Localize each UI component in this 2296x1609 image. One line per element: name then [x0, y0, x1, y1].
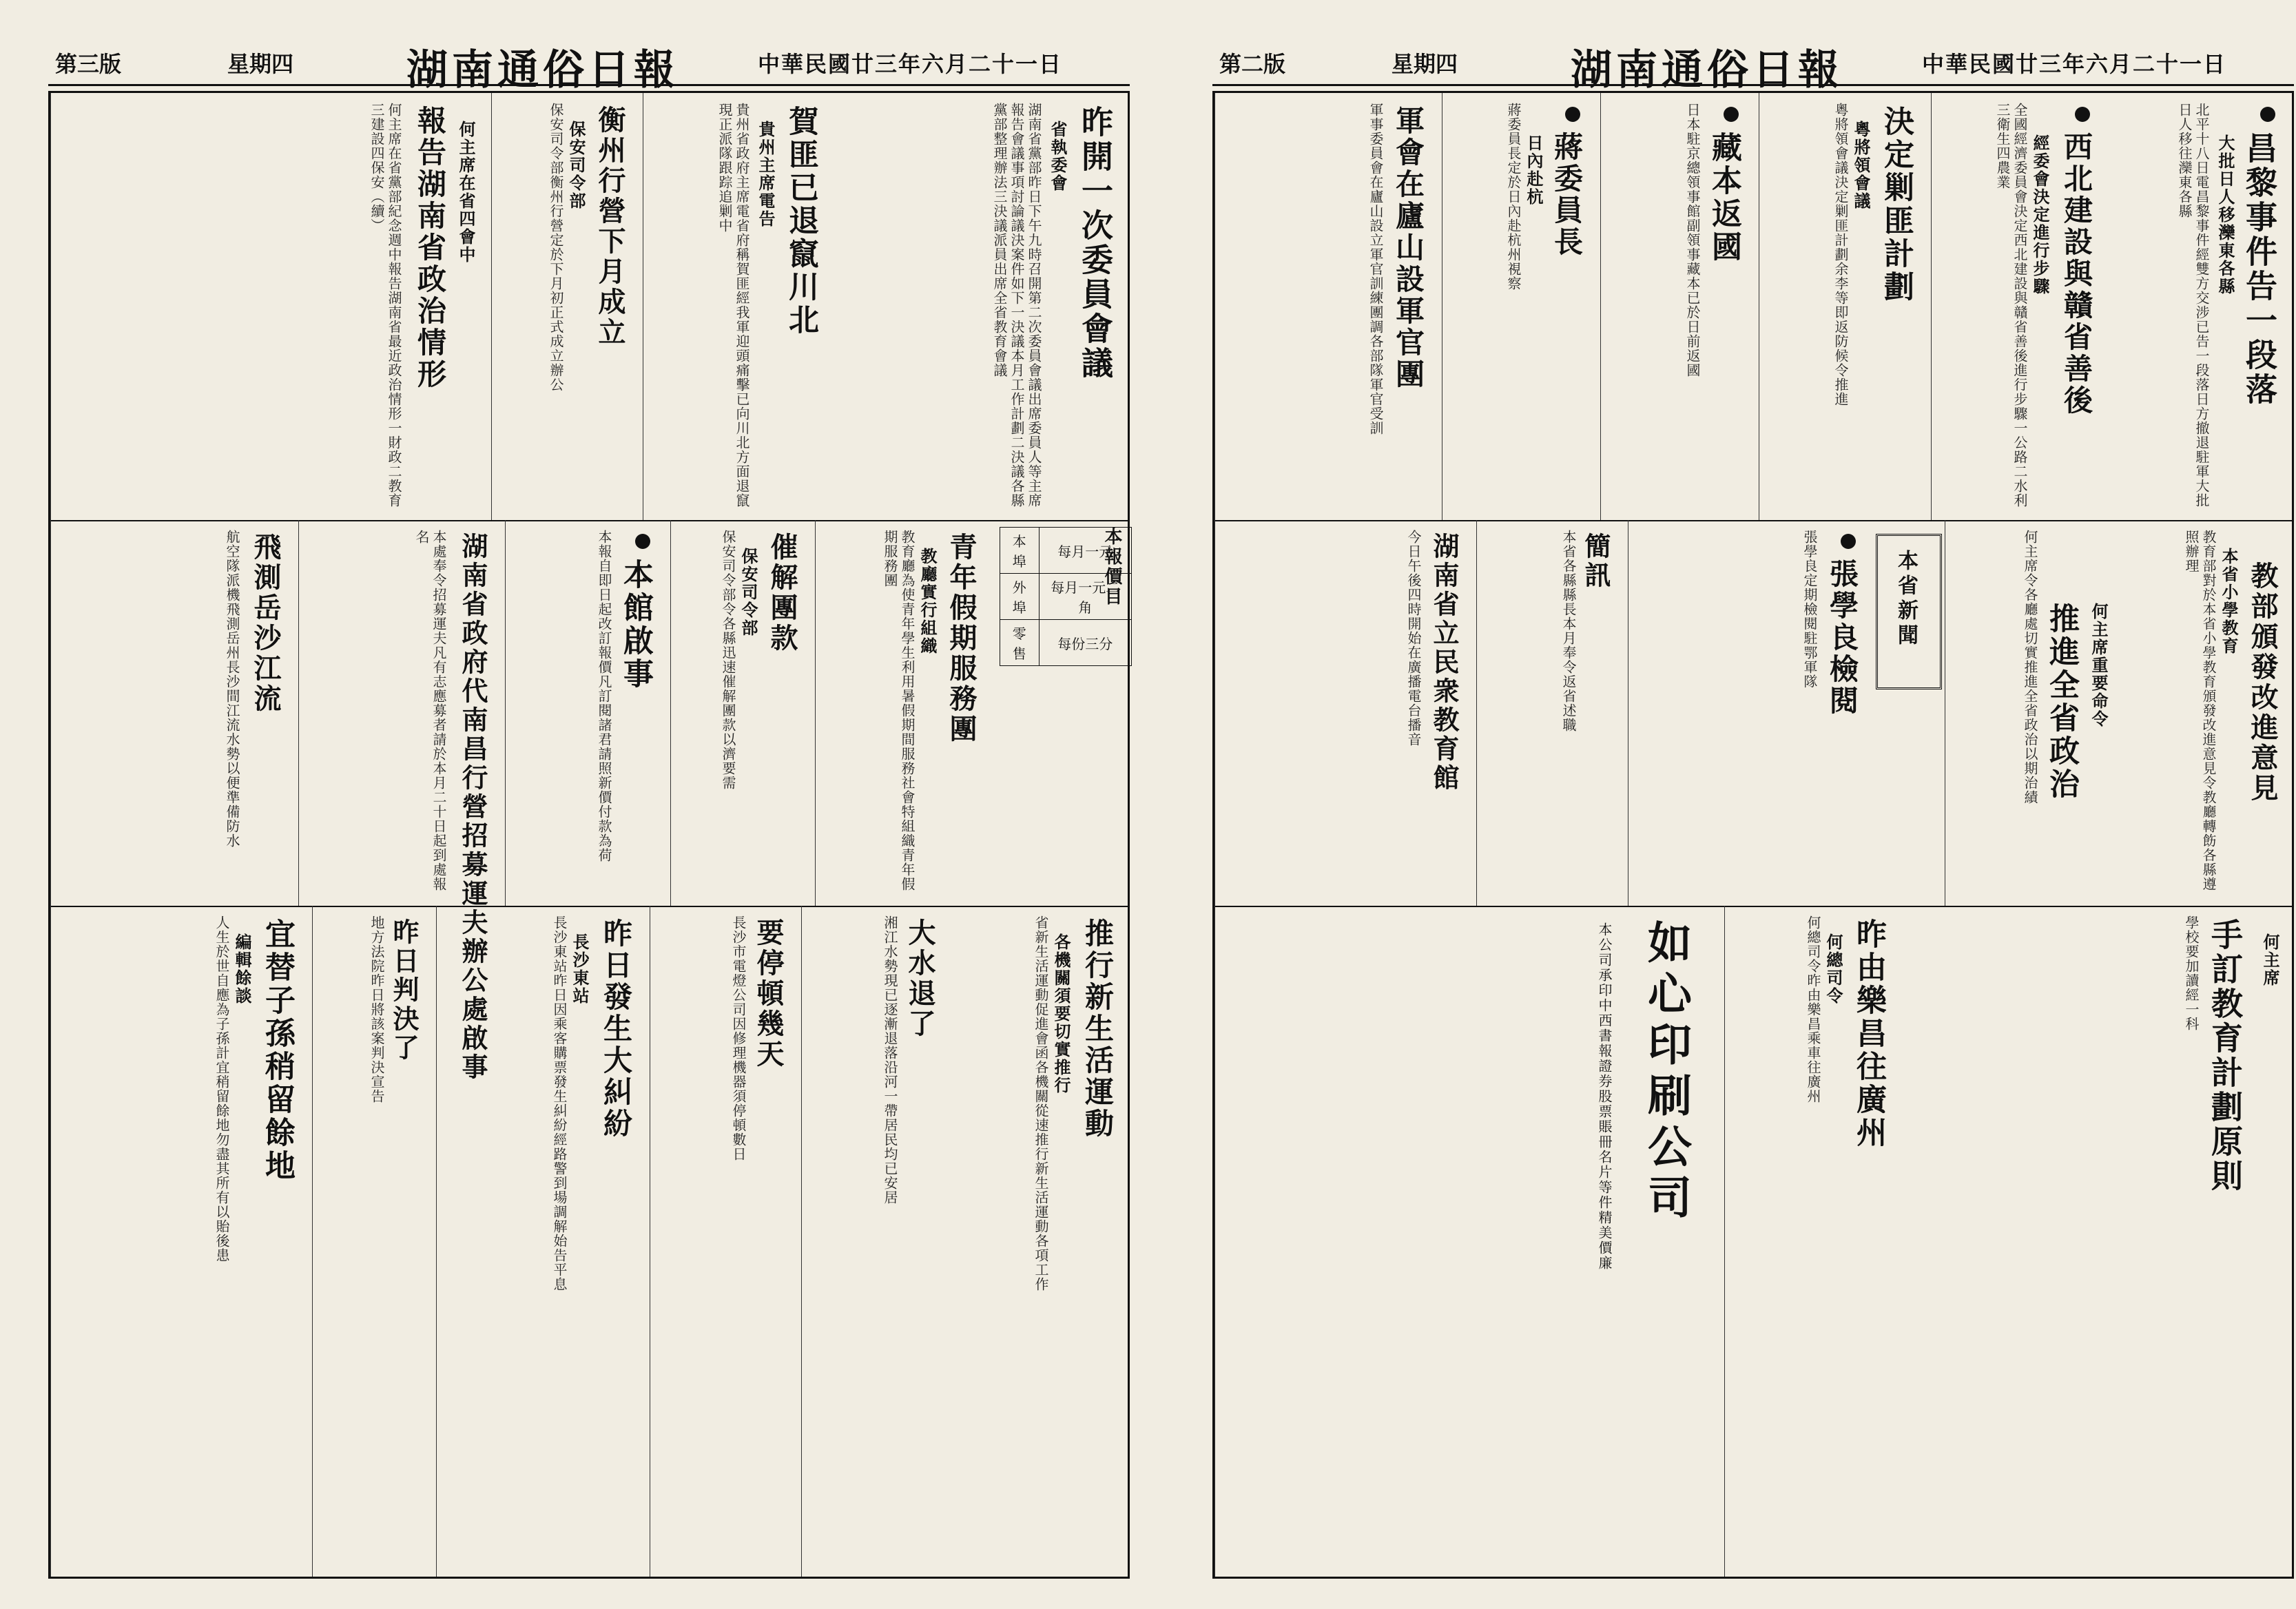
masthead	[1212, 36, 2294, 94]
article-text: 長沙東站昨日因乘客購票發生糾紛經路警到場調解始告平息	[551, 915, 568, 1291]
edition-label: 第三版	[55, 51, 122, 77]
newspaper-page-2	[1212, 36, 2294, 1579]
bottom-band	[1214, 906, 2292, 1577]
bullet-icon	[2075, 107, 2090, 122]
article-text: 地方法院昨日將該案判決宣告	[369, 915, 385, 1103]
table-row	[1000, 528, 1132, 574]
article-text: 全國經濟委員會決定西北建設與贛省善後進行步驟一公路二水利三衛生四農業	[1994, 103, 2028, 508]
article-text: 教育部對於本省小學教育頒發改進意見令教廳轉飭各縣遵照辦理	[2183, 530, 2217, 891]
article-text: 學校要加讀經一科	[2183, 915, 2200, 1031]
article-headline: 催解團款	[766, 532, 798, 654]
article-headline: 湖南省立民衆教育館	[1429, 532, 1460, 793]
article-subhead: 長沙東站	[570, 933, 590, 1005]
bullet-icon	[2260, 107, 2275, 122]
price-list	[994, 520, 1132, 906]
notice-text: 本處奉令招募運夫凡有志應募者請於本月二十日起到處報名	[413, 530, 447, 891]
article-headline: 青年假期服務團	[945, 532, 978, 745]
article-text: 蔣委員長定於日內赴杭州視察	[1505, 103, 1522, 291]
article	[815, 520, 995, 906]
issue-date: 中華民國廿三年六月二十一日	[1922, 51, 2227, 77]
article	[1903, 906, 2296, 1577]
table-cell: 零售	[1000, 620, 1040, 666]
article-subhead: 本省小學教育	[2219, 548, 2239, 655]
table-row	[1000, 574, 1132, 620]
article-subhead: 經委會決定進行步驟	[2030, 134, 2050, 295]
article-headline: 大水退了	[904, 918, 936, 1039]
ad-company-name: 如心印刷公司	[1640, 920, 1692, 1225]
table-cell: 外埠	[1000, 574, 1040, 620]
section-label: 本省新聞	[1894, 550, 1918, 649]
table-cell: 每月一元二角	[1039, 574, 1132, 620]
article-text: 省新生活運動促進會函各機關從速推行新生活運動各項工作	[1033, 915, 1049, 1291]
article-subhead: 保安司令部	[566, 121, 586, 210]
article-text: 北平十八日電昌黎事件經雙方交涉已告一段落日方撤退駐軍大批日人移往灤東各縣	[2176, 103, 2210, 508]
article-headline: 簡訊	[1580, 532, 1611, 590]
article-headline: 手訂教育計劃原則	[2206, 918, 2244, 1194]
masthead	[48, 36, 1130, 94]
article-headline: 張學良檢閱	[1826, 559, 1859, 717]
article-headline: 推進全省政治	[2044, 603, 2079, 801]
article-subhead: 何主席在省四會中	[456, 121, 476, 264]
article-headline: 教部頒發改進意見	[2246, 561, 2279, 804]
editorial-column-label: 編輯餘談	[232, 933, 252, 1005]
edition-label: 第二版	[1219, 51, 1286, 77]
editorial-text: 人生於世自應為子孫計宜稍留餘地勿盡其所有以貽後患	[214, 915, 230, 1263]
article	[1214, 520, 1477, 906]
article	[2110, 93, 2296, 520]
article-headline: 賀匪已退竄川北	[783, 105, 818, 337]
article-text: 保安司令部衡州行營定於下月初正式成立辦公	[548, 103, 564, 392]
article-text: 貴州省政府主席電省府稱賀匪經我軍迎頭痛擊已向川北方面退竄現正派隊跟踪追剿中	[716, 103, 750, 508]
table-row	[1000, 620, 1132, 666]
article-subhead: 何主席重要命令	[2089, 603, 2109, 728]
article	[953, 906, 1132, 1577]
article	[836, 93, 1132, 520]
article-text: 張學良定期檢閱駐鄂軍隊	[1801, 530, 1818, 689]
article-text: 湘江水勢現已逐漸退落沿河一帶居民均已安居	[882, 915, 898, 1205]
article-text: 何主席令各廳處切實推進全省政治以期治績	[2022, 530, 2038, 804]
article-text: 保安司令部令各縣迅速催解團款以濟要需	[720, 530, 736, 790]
article-headline: 昌黎事件告一段落	[2241, 132, 2278, 407]
bullet-icon	[1841, 534, 1856, 549]
bullet-icon	[635, 534, 650, 549]
bullet-icon	[1724, 107, 1739, 122]
article-subhead: 粵將領會議	[1851, 121, 1871, 210]
article-text: 日本駐京總領事館副領事藏本已於日前返國	[1684, 103, 1701, 377]
article-text: 軍事委員會在廬山設立軍官訓練團調各部隊軍官受訓	[1367, 103, 1384, 435]
article-subhead: 教廳實行組織	[918, 548, 938, 655]
article-headline: 昨由樂昌往廣州	[1851, 918, 1886, 1150]
article-text: 今日午後四時開始在廣播電台播音	[1405, 530, 1422, 747]
article-headline: 飛測岳沙江流	[249, 532, 282, 714]
editorial-headline: 宜替子孫稍留餘地	[260, 918, 295, 1183]
article	[1759, 93, 1932, 520]
top-band	[50, 93, 1128, 521]
advertisement	[1214, 906, 1725, 1577]
article-text: 本省各縣縣長本月奉令返省述職	[1560, 530, 1577, 732]
article-headline: 藏本返國	[1706, 132, 1741, 264]
article-text: 何總司令昨由樂昌乘車往廣州	[1805, 915, 1821, 1103]
section-box	[1876, 534, 1942, 689]
article	[1600, 93, 1759, 520]
article	[50, 93, 492, 520]
article	[1442, 93, 1601, 520]
top-band	[1214, 93, 2292, 521]
article	[1214, 93, 1442, 520]
article-headline: 昨開一次委員會議	[1077, 105, 1114, 381]
article-text: 教育廳為使青年學生利用暑假期間服務社會特組織青年假期服務團	[882, 530, 916, 891]
notice-headline: 本館啟事	[618, 559, 653, 691]
bullet-icon	[1565, 107, 1580, 122]
article-text: 航空隊派機飛測岳州長沙間江流水勢以便準備防水	[224, 530, 240, 848]
middle-band	[1214, 520, 2292, 907]
newspaper-title: 湖南通俗日報	[406, 46, 679, 94]
article-headline: 要停頓幾天	[752, 918, 785, 1070]
article	[50, 520, 299, 906]
article	[1931, 93, 2111, 520]
article-headline: 衡州行營下月成立	[594, 105, 626, 348]
article-text: 何主席在省黨部紀念週中報告湖南省最近政治情形一財政二教育三建設四保安（續）	[369, 103, 402, 508]
article-text: 粵將領會議決定剿匪計劃余李等即返防候令推進	[1832, 103, 1849, 406]
newspaper-page-3	[48, 36, 1130, 1579]
article-subhead: 何主席	[2260, 933, 2280, 987]
ad-copy: 本公司承印中西書報證券股票賬冊名片等件精美價廉	[1596, 922, 1613, 1271]
article	[1476, 520, 1628, 906]
article-headline: 蔣委員長	[1550, 132, 1584, 258]
article	[1945, 520, 2124, 906]
article	[801, 906, 953, 1577]
article-headline: 決定剿匪計劃	[1879, 105, 1914, 304]
article-subhead: 日內赴杭	[1524, 134, 1544, 206]
bottom-band	[50, 906, 1128, 1577]
notice-headline: 湖南省政府代南昌行營招募運夫辦公處啟事	[457, 532, 488, 1082]
page-body	[48, 91, 1130, 1579]
weekday-label: 星期四	[1392, 51, 1458, 77]
article-subhead: 保安司令部	[738, 548, 758, 637]
price-table	[1000, 527, 1132, 666]
table-cell: 每份三分	[1039, 620, 1132, 666]
article	[1628, 520, 1876, 906]
article-subhead: 大批日人移灤東各縣	[2215, 134, 2235, 295]
article	[491, 93, 643, 520]
article	[2124, 520, 2296, 906]
weekday-label: 星期四	[227, 51, 294, 77]
article	[643, 93, 836, 520]
issue-date: 中華民國廿三年六月二十一日	[758, 51, 1063, 77]
article-subhead: 省執委會	[1048, 121, 1068, 192]
article-subhead: 何總司令	[1823, 933, 1843, 1005]
article	[312, 906, 437, 1577]
article	[650, 906, 802, 1577]
article-text: 長沙市電燈公司因修理機器須停頓數日	[730, 915, 747, 1161]
notice	[505, 520, 671, 906]
article-headline: 推行新生活運動	[1081, 918, 1115, 1140]
article	[670, 520, 816, 906]
article-text: 湖南省黨部昨日下午九時召開第二次委員會議出席委員人等主席報告會議事項討論議決案件如下一決議本月工作計劃二決議各縣黨部整理辦法三決議派員出席全省教育會議	[991, 103, 1042, 508]
article-headline: 昨日發生大糾紛	[599, 918, 633, 1140]
article	[436, 906, 650, 1577]
article-headline: 報告湖南省政治情形	[413, 105, 447, 391]
article-headline: 軍會在廬山設軍官團	[1392, 105, 1425, 391]
page-body	[1212, 91, 2294, 1579]
article-headline: 昨日判決了	[389, 918, 420, 1063]
table-cell: 本埠	[1000, 528, 1040, 574]
article	[1724, 906, 1904, 1577]
newspaper-title: 湖南通俗日報	[1571, 46, 1843, 94]
notice-text: 本報自即日起改訂報價凡訂閱諸君請照新價付款為荷	[596, 530, 612, 862]
price-title: 本報價目	[1102, 527, 1122, 607]
article-headline: 西北建設與贛省善後	[2060, 132, 2093, 417]
article-subhead: 各機關須要切實推行	[1051, 933, 1071, 1094]
article-subhead: 貴州主席電告	[756, 121, 776, 228]
table-cell: 每月一元	[1039, 528, 1132, 574]
editorial	[50, 906, 313, 1577]
